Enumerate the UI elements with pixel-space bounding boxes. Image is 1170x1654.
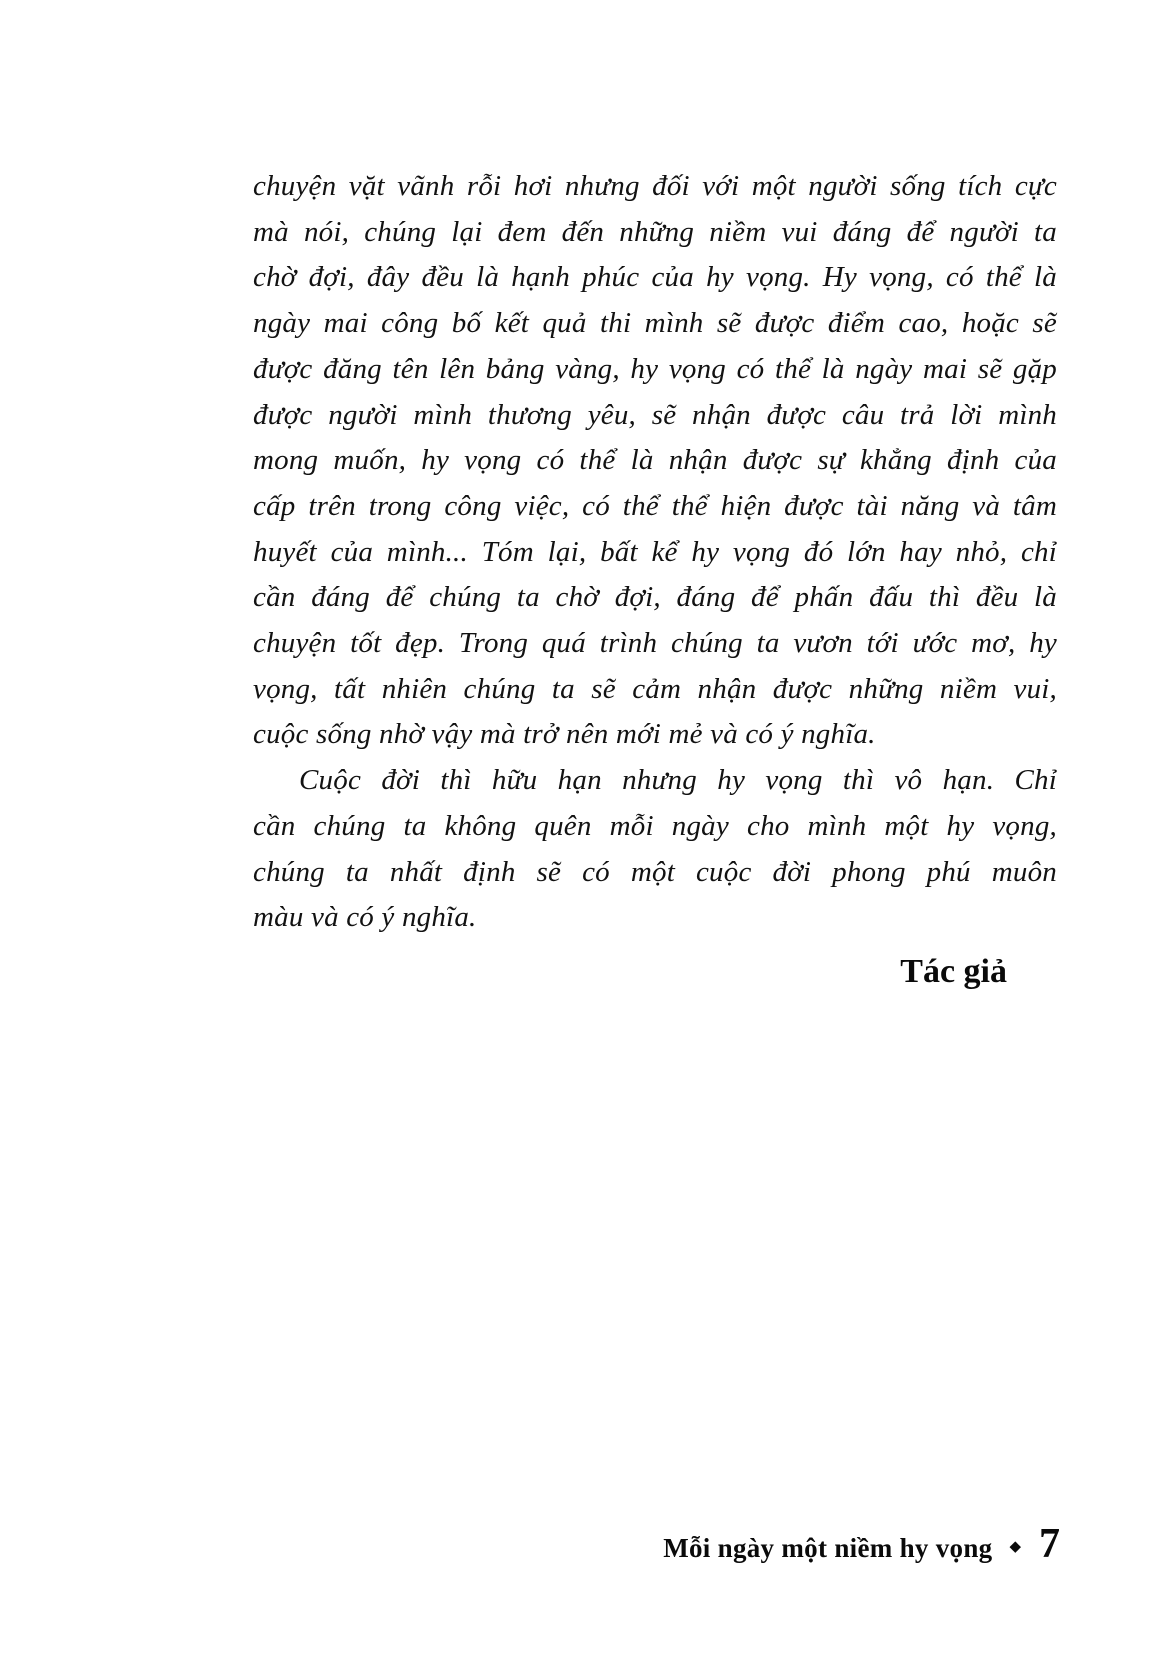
text-line: màu và có ý nghĩa.: [253, 901, 477, 934]
paragraph-1: [253, 164, 1057, 758]
text-line: ngày mai công bố kết quả thi mình sẽ được điểm cao, hoặc sẽ: [253, 307, 1057, 340]
text-line: cấp trên trong công việc, có thể thể hiện được tài năng và tâm: [253, 489, 1057, 522]
text-line: cần đáng để chúng ta chờ đợi, đáng để phấn đấu thì đều là: [253, 581, 1057, 614]
text-line: chúng ta nhất định sẽ có một cuộc đời phong phú muôn: [253, 855, 1057, 888]
text-line: cần chúng ta không quên mỗi ngày cho mình một hy vọng,: [253, 809, 1057, 842]
paragraph-2: [253, 758, 1057, 941]
diamond-icon: ◆: [1009, 1538, 1021, 1555]
text-line: Cuộc đời thì hữu hạn nhưng hy vọng thì vô hạn. Chỉ: [299, 764, 1057, 797]
running-title: Mỗi ngày một niềm hy vọng: [663, 1533, 993, 1563]
text-line: mong muốn, hy vọng có thể là nhận được sự khẳng định của: [253, 444, 1057, 477]
text-line: cuộc sống nhờ vậy mà trở nên mới mẻ và có ý nghĩa.: [253, 718, 876, 751]
text-line: mà nói, chúng lại đem đến những niềm vui đáng để người ta: [253, 215, 1057, 248]
text-line: được đăng tên lên bảng vàng, hy vọng có thể là ngày mai sẽ gặp: [253, 352, 1057, 385]
page-footer: [663, 1520, 1060, 1568]
author-signature: Tác giả: [900, 952, 1007, 990]
page-number: 7: [1039, 1521, 1060, 1567]
body-text: [253, 164, 1057, 995]
text-line: chờ đợi, đây đều là hạnh phúc của hy vọng. Hy vọng, có thể là: [253, 261, 1057, 294]
text-line: chuyện tốt đẹp. Trong quá trình chúng ta vươn tới ước mơ, hy: [253, 627, 1057, 660]
text-line: huyết của mình... Tóm lại, bất kể hy vọng đó lớn hay nhỏ, chỉ: [253, 535, 1057, 568]
text-line: chuyện vặt vãnh rỗi hơi nhưng đối với một người sống tích cực: [253, 170, 1057, 202]
text-line: vọng, tất nhiên chúng ta sẽ cảm nhận được những niềm vui,: [253, 672, 1057, 705]
text-line: được người mình thương yêu, sẽ nhận được câu trả lời mình: [253, 398, 1057, 431]
